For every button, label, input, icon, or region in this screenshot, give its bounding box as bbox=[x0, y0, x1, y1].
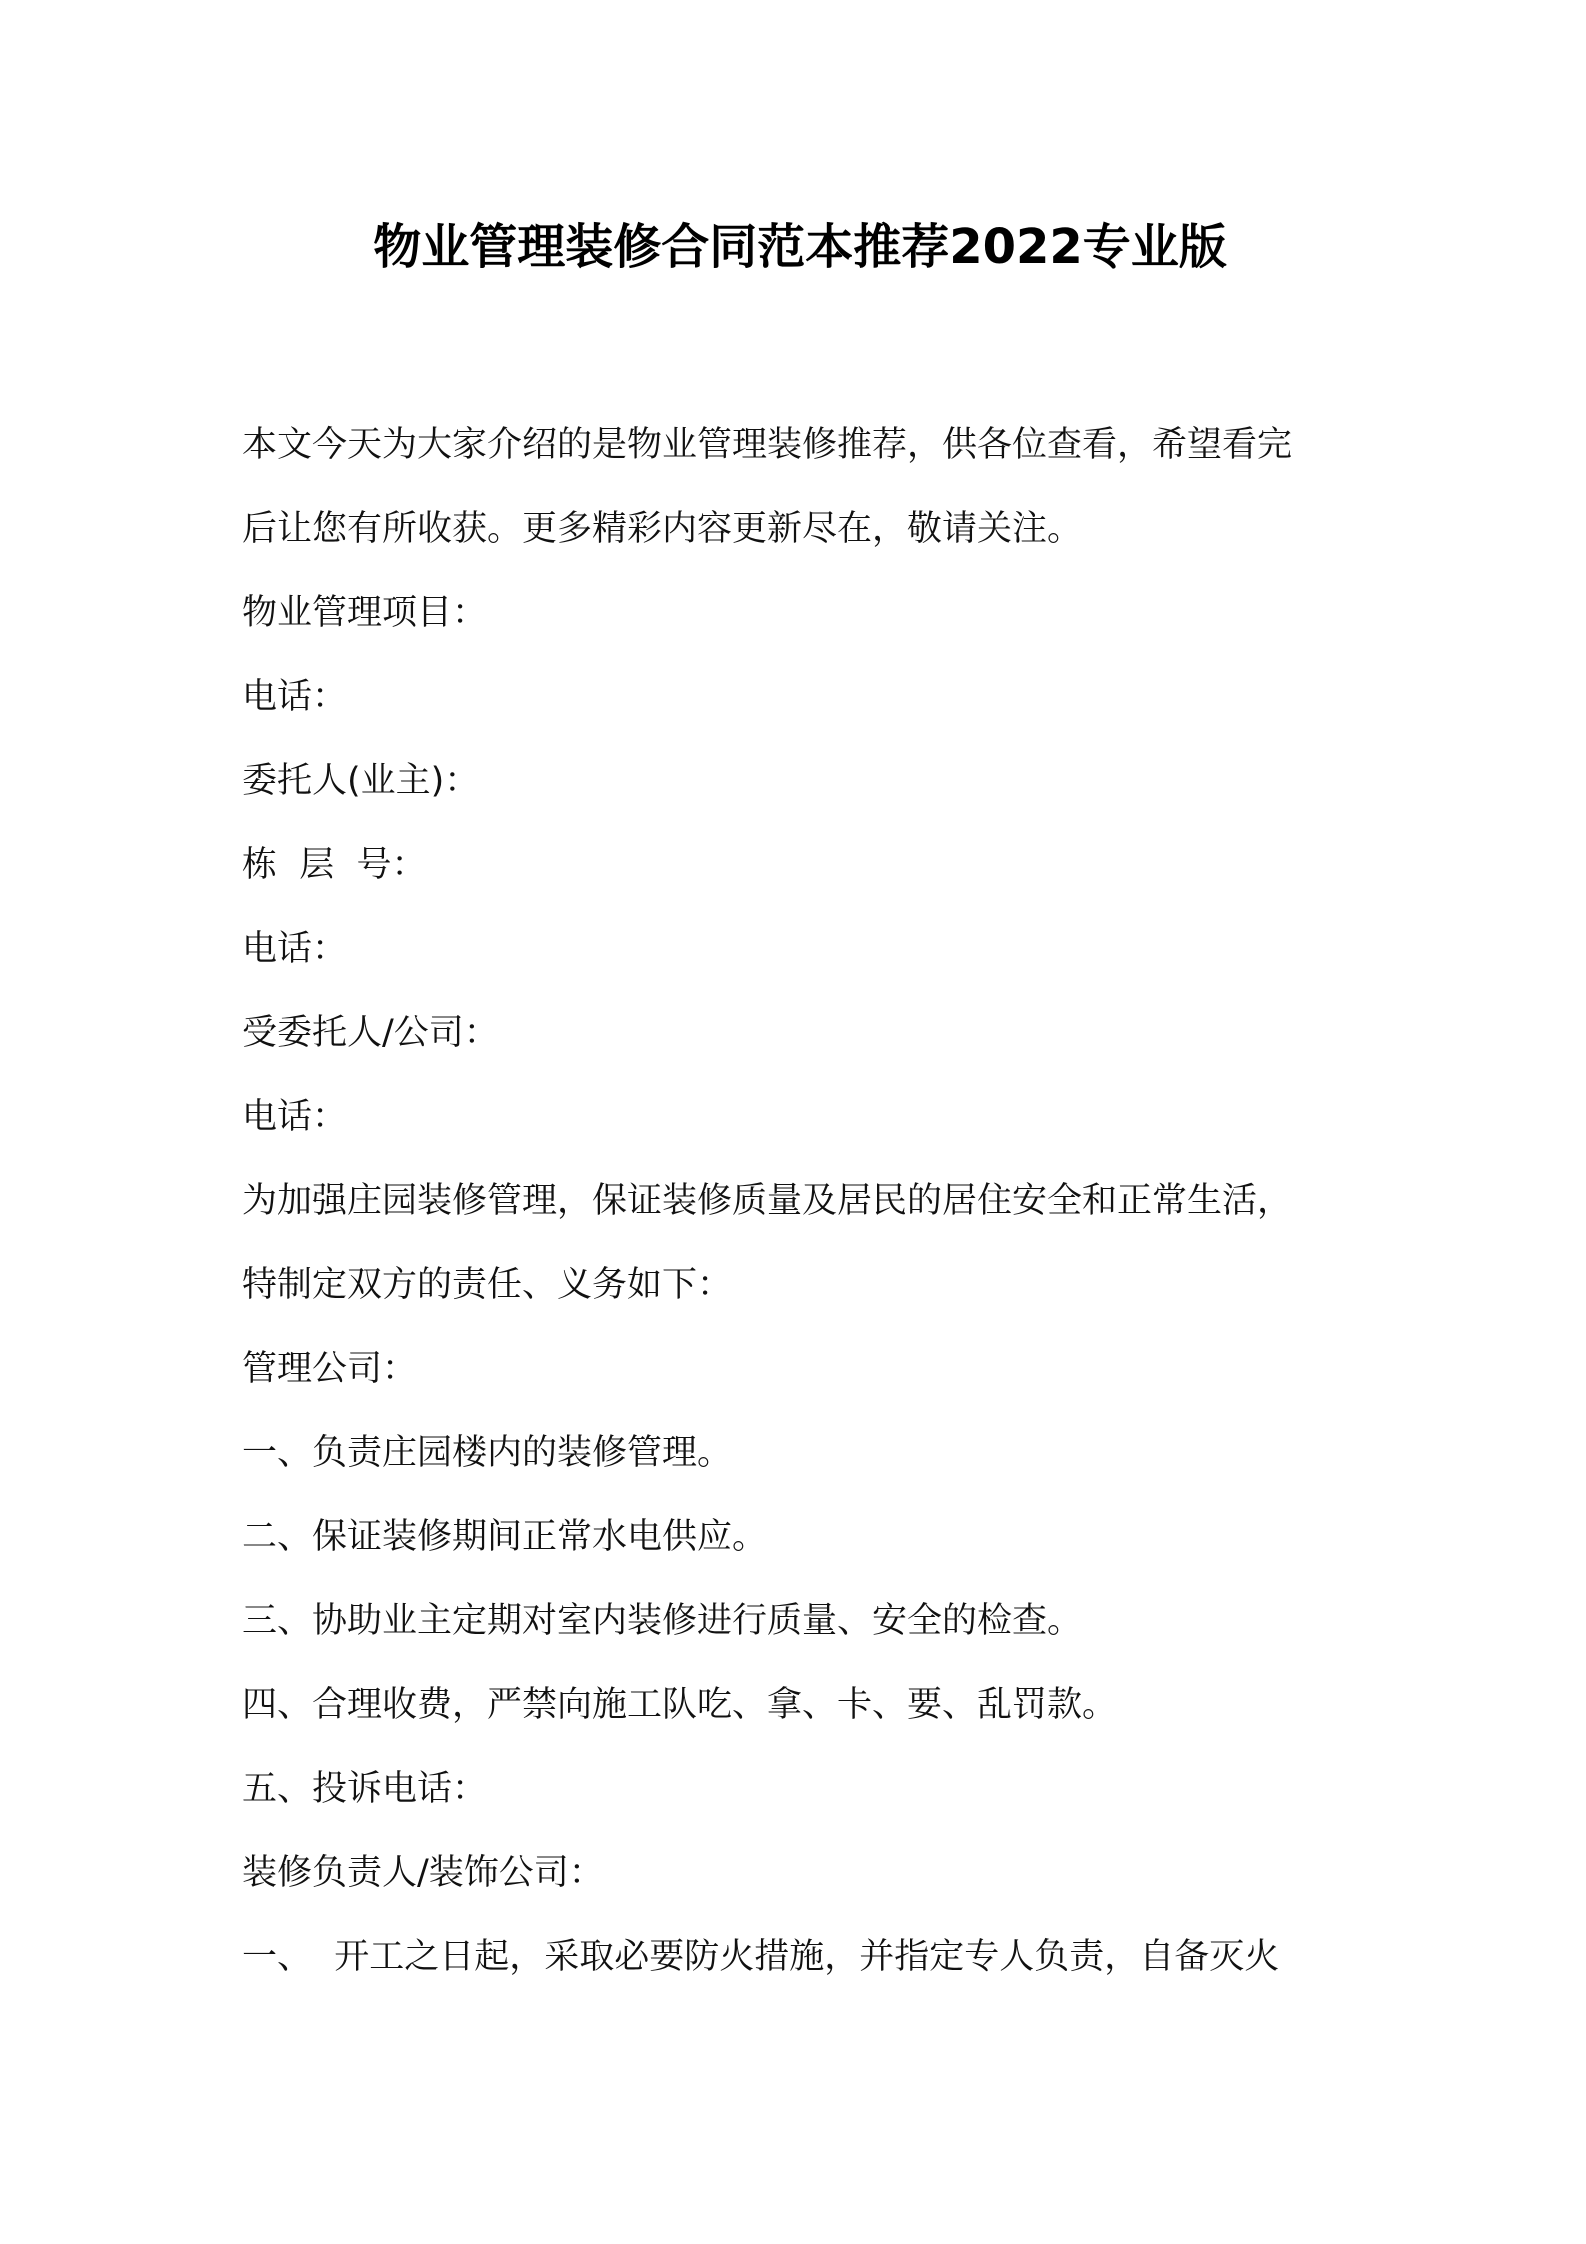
owner-field: 委托人(业主)： bbox=[242, 761, 480, 801]
management-duty-3: 三、协助业主定期对室内装修进行质量、安全的检查。 bbox=[242, 1601, 1083, 1641]
decoration-duty-1: 一、 开工之日起，采取必要防火措施，并指定专人负责，自备灭火 bbox=[242, 1937, 1280, 1977]
intro-line-2: 后让您有所收获。更多精彩内容更新尽在，敬请关注。 bbox=[242, 509, 1083, 549]
property-phone-field: 电话： bbox=[242, 677, 348, 717]
document-body bbox=[242, 403, 1367, 1999]
building-floor-number-field: 栋 层 号： bbox=[242, 845, 427, 885]
owner-phone-field: 电话： bbox=[242, 929, 348, 969]
management-company-heading: 管理公司： bbox=[242, 1349, 418, 1389]
contractor-field: 受委托人/公司： bbox=[242, 1013, 499, 1053]
management-duty-2: 二、保证装修期间正常水电供应。 bbox=[242, 1517, 768, 1557]
document-title: 物业管理装修合同范本推荐2022专业版 bbox=[373, 219, 1227, 275]
property-project-field: 物业管理项目： bbox=[242, 593, 488, 633]
management-duty-1: 一、负责庄园楼内的装修管理。 bbox=[242, 1433, 733, 1473]
purpose-line-2: 特制定双方的责任、义务如下： bbox=[242, 1265, 733, 1305]
intro-line-1: 本文今天为大家介绍的是物业管理装修推荐，供各位查看，希望看完 bbox=[242, 425, 1293, 465]
management-duty-5: 五、投诉电话： bbox=[242, 1769, 488, 1809]
decoration-company-heading: 装修负责人/装饰公司： bbox=[242, 1853, 604, 1893]
contractor-phone-field: 电话： bbox=[242, 1097, 348, 1137]
management-duty-4: 四、合理收费，严禁向施工队吃、拿、卡、要、乱罚款。 bbox=[242, 1685, 1118, 1725]
purpose-line-1: 为加强庄园装修管理，保证装修质量及居民的居住安全和正常生活， bbox=[242, 1181, 1293, 1221]
